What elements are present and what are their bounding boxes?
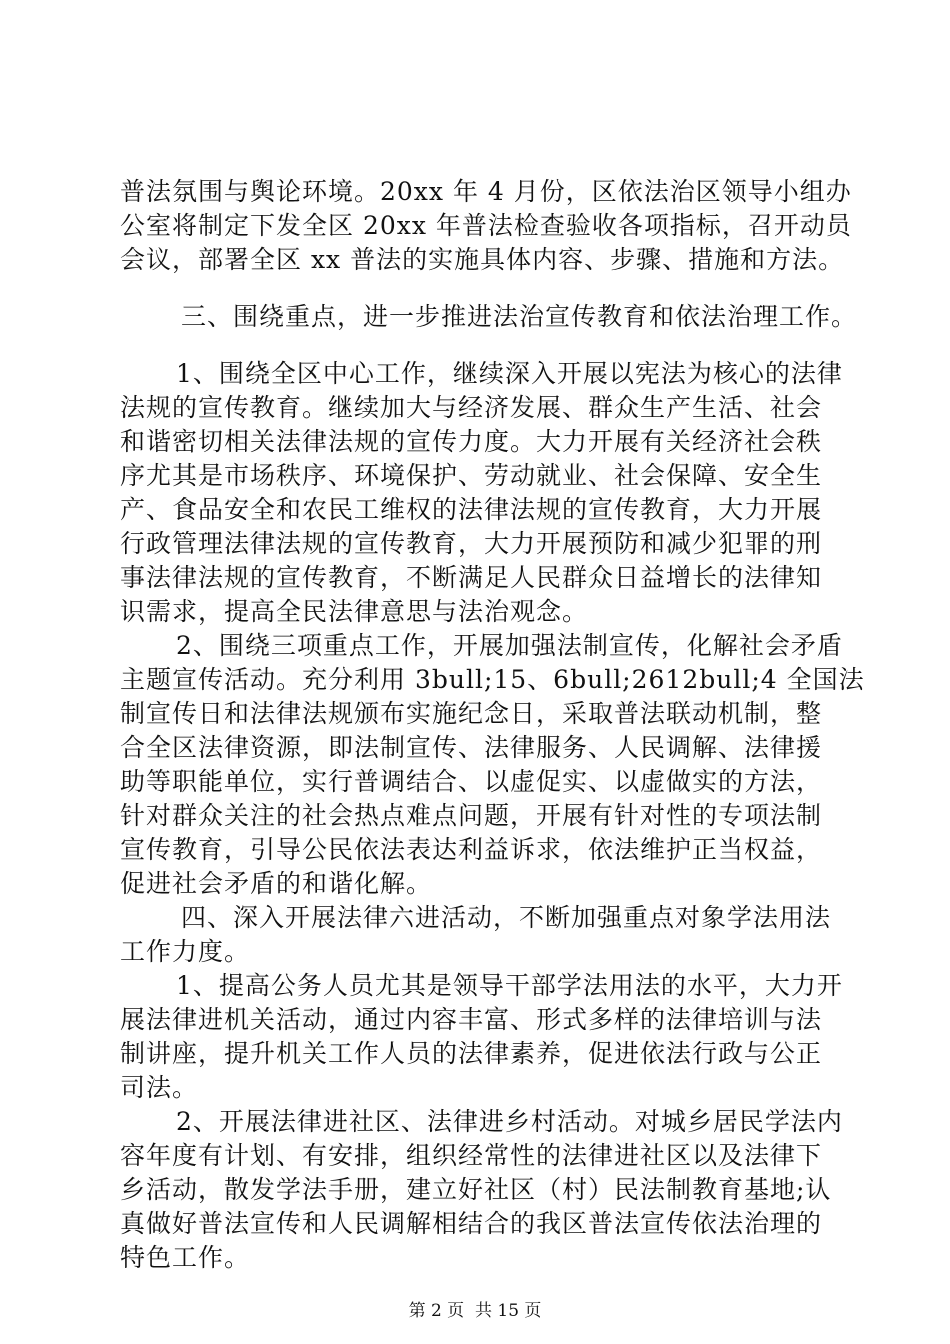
body-text-line: 公室将制定下发全区 20xx 年普法检查验收各项指标，召开动员 bbox=[120, 211, 852, 240]
body-text-line: 促进社会矛盾的和谐化解。 bbox=[120, 869, 433, 898]
page-number-footer: 第 2 页 共 15 页 bbox=[408, 1301, 542, 1321]
body-text-line: 司法。 bbox=[120, 1073, 199, 1102]
body-text-line: 乡活动，散发学法手册，建立好社区（村）民法制教育基地;认 bbox=[120, 1175, 832, 1204]
body-text-line: 制讲座，提升机关工作人员的法律素养，促进依法行政与公正 bbox=[120, 1039, 823, 1068]
body-text-line: 法规的宣传教育。继续加大与经济发展、群众生产生活、社会 bbox=[120, 393, 823, 422]
body-text-line: 针对群众关注的社会热点难点问题，开展有针对性的专项法制 bbox=[120, 801, 823, 830]
section-heading: 三、围绕重点，进一步推进法治宣传教育和依法治理工作。 bbox=[181, 302, 858, 331]
section-heading: 工作力度。 bbox=[120, 937, 251, 966]
body-text-line: 和谐密切相关法律法规的宣传力度。大力开展有关经济社会秩 bbox=[120, 427, 823, 456]
body-text-line: 行政管理法律法规的宣传教育，大力开展预防和减少犯罪的刑 bbox=[120, 529, 823, 558]
body-text-line: 2、开展法律进社区、法律进乡村活动。对城乡居民学法内 bbox=[176, 1107, 843, 1136]
body-text-line: 事法律法规的宣传教育，不断满足人民群众日益增长的法律知 bbox=[120, 563, 823, 592]
body-text-line: 合全区法律资源，即法制宣传、法律服务、人民调解、法律援 bbox=[120, 733, 823, 762]
body-text-line: 会议，部署全区 xx 普法的实施具体内容、步骤、措施和方法。 bbox=[120, 245, 845, 274]
body-text-line: 展法律进机关活动，通过内容丰富、形式多样的法律培训与法 bbox=[120, 1005, 823, 1034]
body-text-line: 特色工作。 bbox=[120, 1243, 251, 1272]
body-text-line: 2、围绕三项重点工作，开展加强法制宣传，化解社会矛盾 bbox=[176, 631, 843, 660]
section-heading: 四、深入开展法律六进活动，不断加强重点对象学法用法 bbox=[181, 903, 832, 932]
body-text-line: 助等职能单位，实行普调结合、以虚促实、以虚做实的方法， bbox=[120, 767, 823, 796]
body-text-line: 序尤其是市场秩序、环境保护、劳动就业、社会保障、安全生 bbox=[120, 461, 823, 490]
body-text-line: 识需求，提高全民法律意思与法治观念。 bbox=[120, 597, 589, 626]
body-text-line: 普法氛围与舆论环境。20xx 年 4 月份，区依法治区领导小组办 bbox=[120, 177, 852, 206]
body-text-line: 1、围绕全区中心工作，继续深入开展以宪法为核心的法律 bbox=[176, 359, 843, 388]
body-text-line: 1、提高公务人员尤其是领导干部学法用法的水平，大力开 bbox=[176, 971, 843, 1000]
body-text-line: 制宣传日和法律法规颁布实施纪念日，采取普法联动机制，整 bbox=[120, 699, 823, 728]
body-text-line: 真做好普法宣传和人民调解相结合的我区普法宣传依法治理的 bbox=[120, 1209, 823, 1238]
body-text-line: 宣传教育，引导公民依法表达利益诉求，依法维护正当权益， bbox=[120, 835, 823, 864]
body-text-line: 主题宣传活动。充分利用 3bull;15、6bull;2612bull;4 全国法 bbox=[120, 665, 865, 694]
body-text-line: 产、食品安全和农民工维权的法律法规的宣传教育，大力开展 bbox=[120, 495, 823, 524]
body-text-line: 容年度有计划、有安排，组织经常性的法律进社区以及法律下 bbox=[120, 1141, 823, 1170]
